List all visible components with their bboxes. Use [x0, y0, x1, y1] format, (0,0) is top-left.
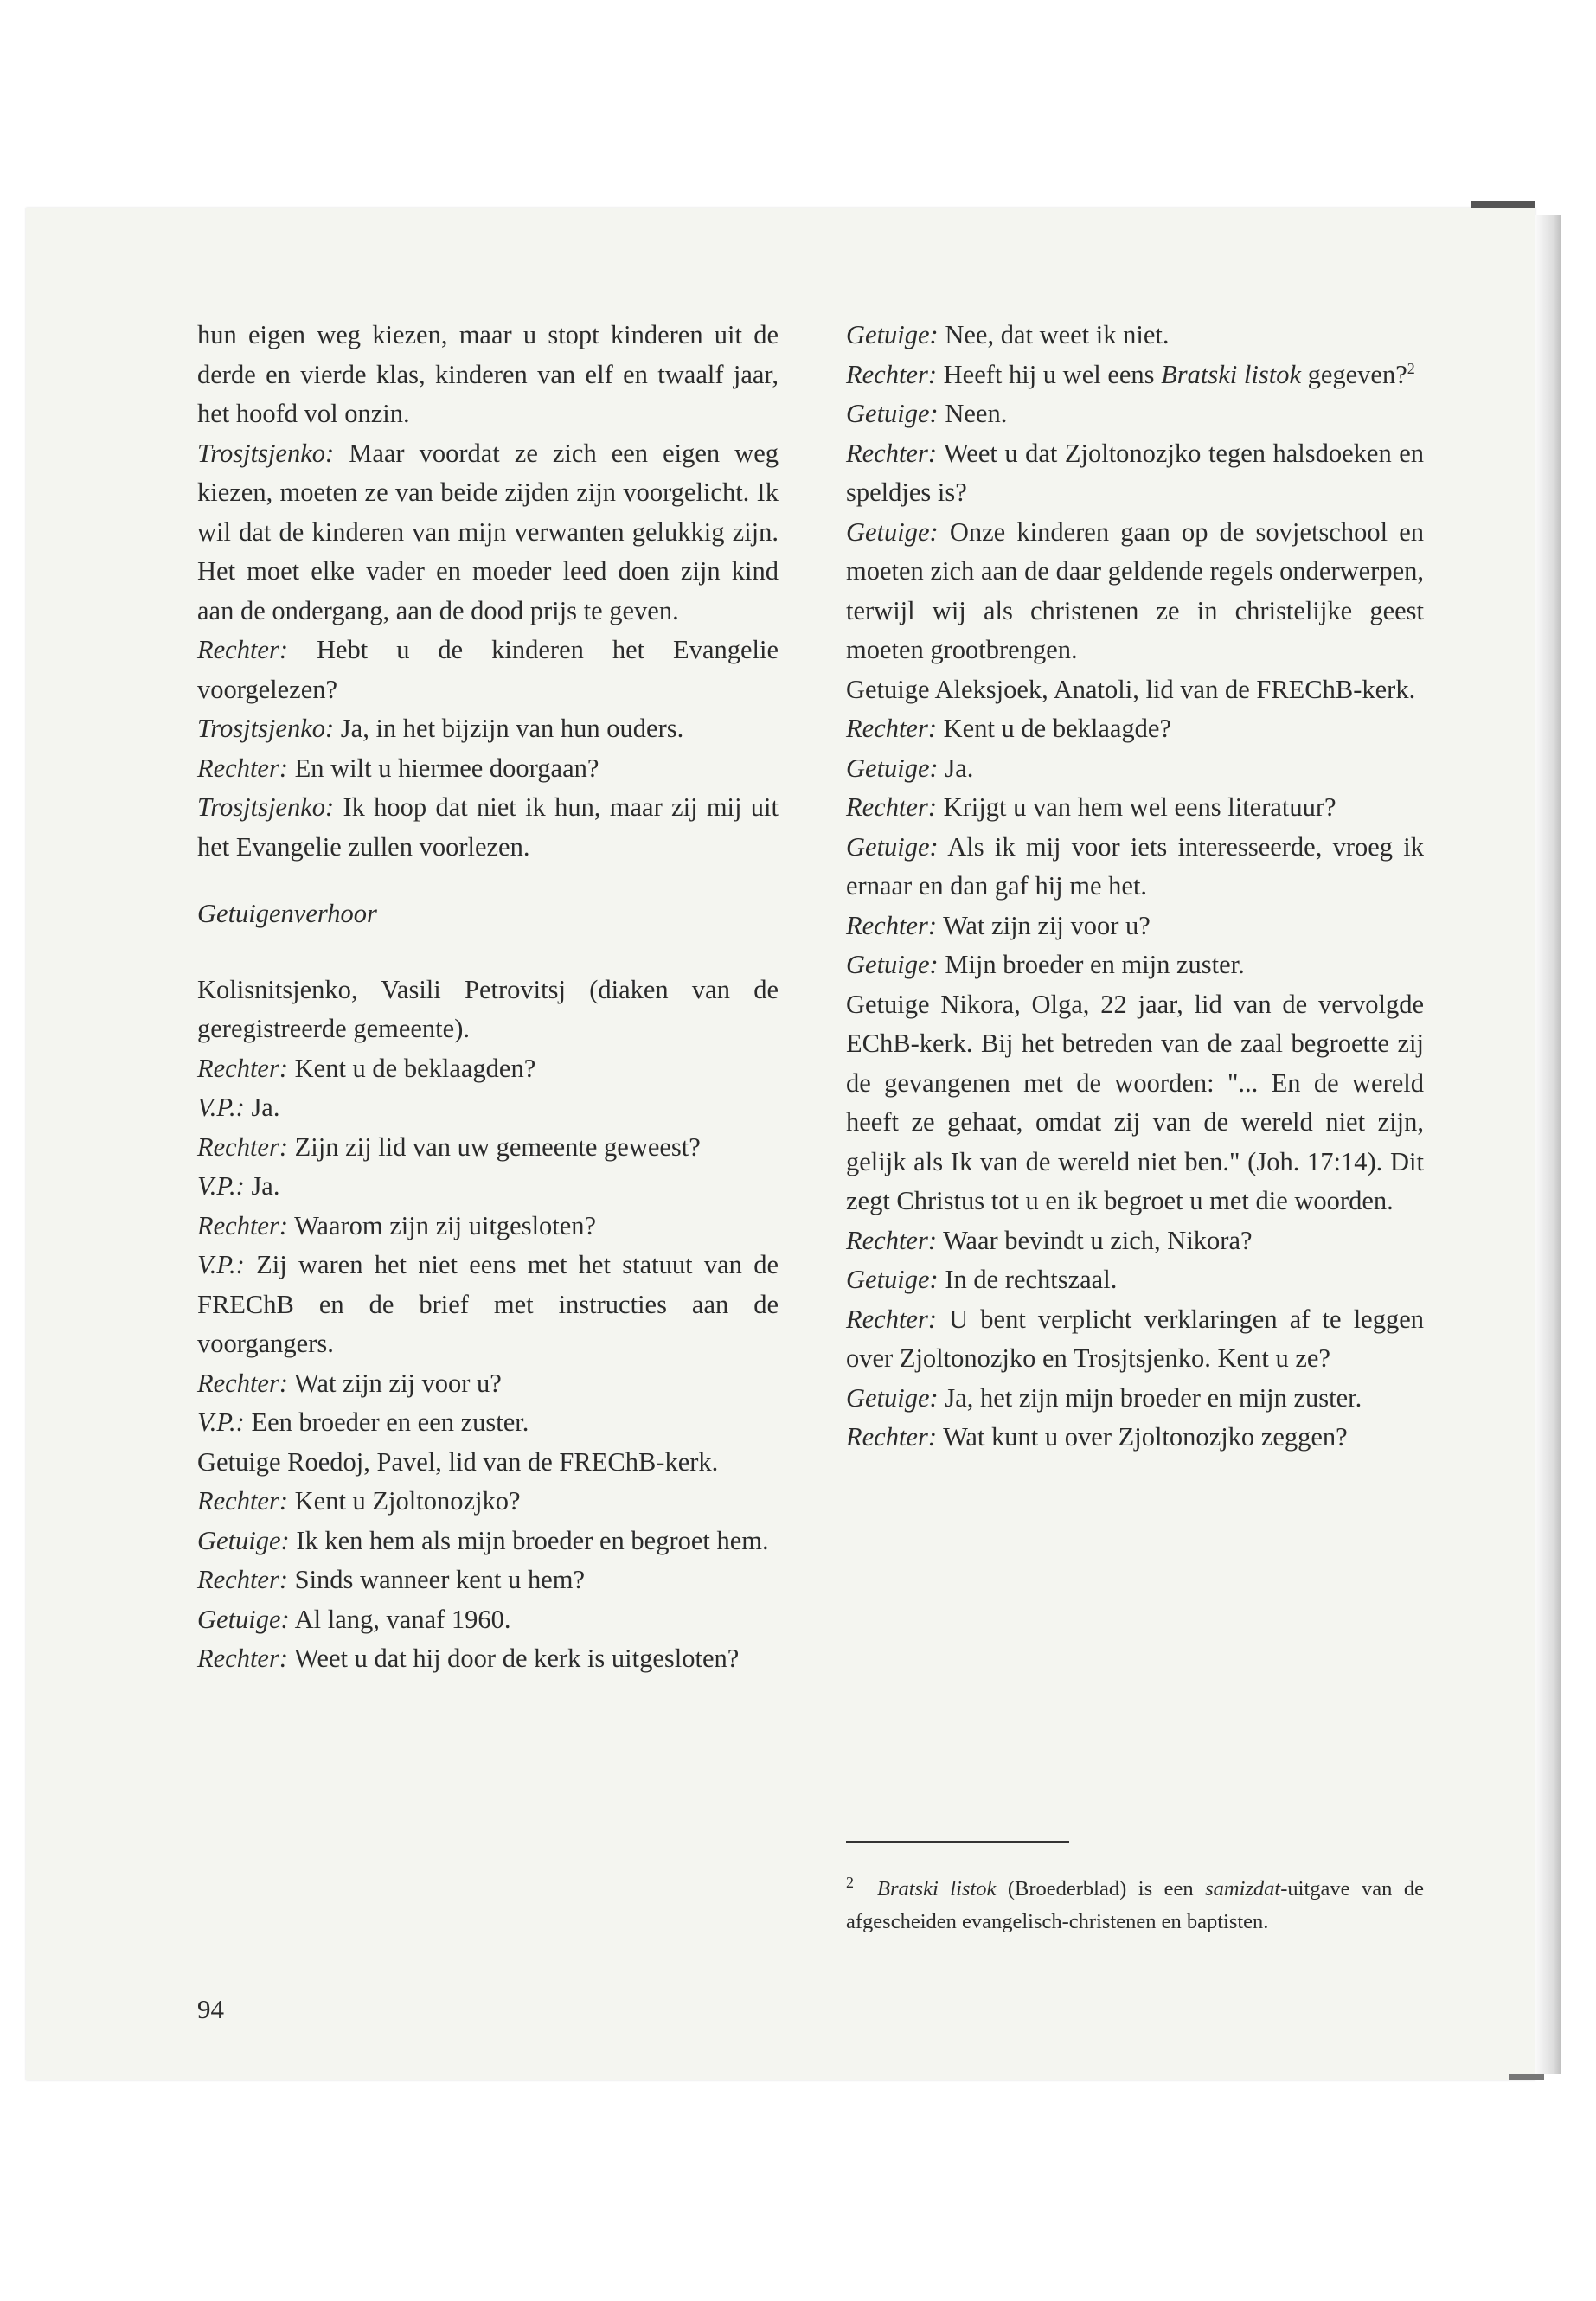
speaker-label: Rechter:	[846, 792, 937, 822]
speaker-label: Getuige:	[846, 1265, 939, 1294]
line-text: Sinds wanneer kent u hem?	[288, 1565, 586, 1594]
dialogue-line	[197, 709, 779, 749]
line-text: Kent u de beklaagden?	[288, 1053, 536, 1083]
line-text: Ja.	[938, 753, 974, 783]
line-text: Getuige Aleksjoek, Anatoli, lid van de FREChB-kerk.	[846, 674, 1416, 704]
line-text: Ja.	[244, 1171, 280, 1201]
speaker-label: Trosjtsjenko:	[197, 714, 335, 743]
dialogue-line	[197, 631, 779, 709]
line-text: Maar voordat ze zich een eigen weg kiezen, moeten ze van beide zijden zijn voorgelicht. Ik wil dat de kinderen van mijn verwanten gelukkig zijn. Het moet elke vader en moeder leed doen zijn kind aan de ondergang, aan de dood prijs te geven.	[197, 438, 779, 625]
line-text: Waar bevindt u zich, Nikora?	[937, 1225, 1253, 1255]
footnote-text-2: -uitgave van de afgescheiden evangelisch-christenen en baptisten.	[846, 1877, 1424, 1933]
narrative-paragraph	[197, 971, 779, 1049]
line-text: Een broeder en een zuster.	[244, 1407, 529, 1437]
footnote-number: 2	[846, 1873, 854, 1891]
dialogue-line	[846, 945, 1424, 985]
line-text: Onze kinderen gaan op de sovjetschool en moeten zich aan de daar geldende regels onderwerpen, terwijl wij als christenen ze in christelijke geest moeten grootbrengen.	[846, 516, 1424, 664]
dialogue-line	[197, 1482, 779, 1522]
dialogue-line	[197, 1403, 779, 1443]
narrative-paragraph	[197, 1443, 779, 1483]
speaker-label: Rechter:	[197, 1210, 288, 1240]
speaker-label: Getuige:	[846, 516, 939, 547]
dialogue-line	[197, 1561, 779, 1600]
speaker-label: Rechter:	[197, 753, 288, 783]
line-text: Hebt u de kinderen het Evangelie voorgelezen?	[197, 635, 779, 704]
dialogue-line	[197, 788, 779, 867]
line-text-cont: gegeven?	[1300, 359, 1407, 389]
dialogue-line	[846, 1379, 1424, 1419]
speaker-label: Getuige:	[197, 1525, 290, 1555]
speaker-label: Rechter:	[197, 1565, 288, 1594]
speaker-label: Rechter:	[846, 438, 937, 468]
dialogue-line	[846, 1300, 1424, 1379]
speaker-label: Getuige:	[846, 753, 939, 783]
speaker-label: Rechter:	[197, 635, 288, 664]
line-text: Ja, in het bijzijn van hun ouders.	[334, 714, 684, 743]
dialogue-line	[197, 434, 779, 631]
dialogue-line	[846, 316, 1424, 356]
speaker-label: Getuige:	[846, 320, 939, 349]
line-text: Getuige Nikora, Olga, 22 jaar, lid van de vervolgde EChB-kerk. Bij het betreden van de zaal begroette zij de gevangenen met de woorden: "... En de wereld heeft ze gehaat, omdat zij van de wereld niet zijn, gelijk als Ik van de wereld niet ben." (Joh. 17:14). Dit zegt Christus tot u en ik begroet u met die woorden.	[846, 989, 1424, 1215]
dialogue-line	[846, 828, 1424, 907]
line-text: Heeft hij u wel eens	[937, 359, 1162, 389]
dialogue-line	[846, 709, 1424, 749]
speaker-label: Trosjtsjenko:	[197, 438, 335, 468]
italic-title: Bratski listok	[1161, 359, 1301, 389]
line-text: hun eigen weg kiezen, maar u stopt kinderen uit de derde en vierde klas, kinderen van elf en twaalf jaar, het hoofd vol onzin.	[197, 320, 779, 428]
line-text: Wat zijn zij voor u?	[937, 910, 1151, 940]
footnote-text-1: (Broederblad) is een	[996, 1877, 1206, 1900]
line-text: Weet u dat hij door de kerk is uitgesloten?	[288, 1644, 740, 1673]
speaker-label: Rechter:	[197, 1486, 288, 1516]
speaker-label: Rechter:	[197, 1644, 288, 1673]
line-text: Kent u Zjoltonozjko?	[288, 1486, 521, 1516]
speaker-label: V.P.:	[197, 1250, 245, 1279]
line-text: En wilt u hiermee doorgaan?	[288, 753, 599, 783]
speaker-label: Rechter:	[846, 910, 937, 940]
line-text: Waarom zijn zij uitgesloten?	[288, 1210, 597, 1240]
page-right-edge-shadow	[1535, 215, 1561, 2074]
speaker-label: Getuige:	[846, 950, 939, 979]
footnote-term: samizdat	[1205, 1877, 1281, 1900]
dialogue-line	[197, 1207, 779, 1247]
line-text: Getuige Roedoj, Pavel, lid van de FREChB-kerk.	[197, 1446, 719, 1477]
speaker-label: Rechter:	[846, 359, 937, 389]
line-text: Ik ken hem als mijn broeder en begroet hem.	[289, 1525, 769, 1555]
binding-mark-top	[1471, 201, 1535, 208]
speaker-label: V.P.:	[197, 1171, 245, 1201]
dialogue-line	[846, 394, 1424, 434]
speaker-label: Getuige:	[846, 831, 939, 862]
left-text-column	[197, 316, 779, 1679]
narrative-paragraph	[197, 316, 779, 434]
speaker-label: Rechter:	[197, 1131, 288, 1162]
line-text: Neen.	[938, 399, 1008, 428]
dialogue-line	[197, 1246, 779, 1364]
speaker-label: Rechter:	[846, 1225, 937, 1255]
line-text: Wat kunt u over Zjoltonozjko zeggen?	[937, 1422, 1348, 1452]
footnote-rule	[846, 1841, 1069, 1843]
speaker-label: Rechter:	[197, 1368, 288, 1398]
line-text: Al lang, vanaf 1960.	[289, 1604, 511, 1634]
line-text: Ja, het zijn mijn broeder en mijn zuster.	[938, 1382, 1362, 1413]
dialogue-line	[846, 1221, 1424, 1261]
line-text: Krijgt u van hem wel eens literatuur?	[937, 792, 1336, 822]
dialogue-line	[846, 788, 1424, 828]
dialogue-line	[846, 513, 1424, 670]
dialogue-line	[846, 434, 1424, 513]
line-text: Zij waren het niet eens met het statuut van de FREChB en de brief met instructies aan de voorgangers.	[197, 1250, 779, 1358]
speaker-label: Trosjtsjenko:	[197, 792, 335, 822]
footnote-paragraph	[846, 1873, 1424, 1939]
binding-mark-bottom	[1509, 2074, 1544, 2080]
speaker-label: V.P.:	[197, 1407, 245, 1437]
dialogue-line	[197, 1364, 779, 1404]
speaker-label: Rechter:	[846, 1304, 937, 1334]
narrative-paragraph	[846, 985, 1424, 1221]
speaker-label: Getuige:	[846, 1382, 939, 1413]
line-text: Weet u dat Zjoltonozjko tegen halsdoeken en speldjes is?	[846, 438, 1424, 507]
line-text: U bent verplicht verklaringen af te leggen over Zjoltonozjko en Trosjtsjenko. Kent u ze?	[846, 1304, 1424, 1373]
dialogue-line	[197, 749, 779, 789]
line-text: Kent u de beklaagde?	[937, 714, 1171, 743]
line-text: Wat zijn zij voor u?	[288, 1368, 502, 1398]
dialogue-line	[197, 1088, 779, 1128]
dialogue-line	[197, 1128, 779, 1168]
speaker-label: Getuige:	[197, 1604, 290, 1634]
dialogue-line	[197, 1522, 779, 1561]
dialogue-line	[846, 356, 1424, 395]
footnote-title: Bratski listok	[877, 1877, 997, 1900]
page-number: 94	[197, 1994, 224, 2024]
dialogue-line	[197, 1639, 779, 1679]
right-text-column	[846, 316, 1424, 1458]
dialogue-line	[197, 1167, 779, 1207]
dialogue-line	[846, 1260, 1424, 1300]
section-heading: Getuigenverhoor	[197, 899, 377, 928]
dialogue-line	[846, 1418, 1424, 1458]
speaker-label: Rechter:	[846, 714, 937, 743]
speaker-label: Rechter:	[846, 1422, 937, 1452]
speaker-label: Rechter:	[197, 1053, 288, 1083]
line-text: Zijn zij lid van uw gemeente geweest?	[288, 1131, 701, 1162]
line-text: Ik hoop dat niet ik hun, maar zij mij uit het Evangelie zullen voorlezen.	[197, 792, 779, 862]
footnote-ref: 2	[1407, 359, 1415, 377]
line-text: Mijn broeder en mijn zuster.	[938, 950, 1245, 979]
line-text: Kolisnitsjenko, Vasili Petrovitsj (diaken van de geregistreerde gemeente).	[197, 974, 779, 1043]
line-text: In de rechtszaal.	[938, 1265, 1118, 1294]
speaker-label: V.P.:	[197, 1093, 245, 1122]
line-text: Ja.	[244, 1093, 280, 1122]
speaker-label: Getuige:	[846, 399, 939, 428]
dialogue-line	[846, 749, 1424, 789]
dialogue-line	[197, 1049, 779, 1089]
narrative-paragraph	[846, 670, 1424, 710]
dialogue-line	[197, 1600, 779, 1640]
footnote	[846, 1873, 1424, 1939]
dialogue-line	[846, 907, 1424, 946]
line-text: Als ik mij voor iets interesseerde, vroeg ik ernaar en dan gaf hij me het.	[846, 831, 1424, 901]
line-text: Nee, dat weet ik niet.	[938, 320, 1170, 349]
